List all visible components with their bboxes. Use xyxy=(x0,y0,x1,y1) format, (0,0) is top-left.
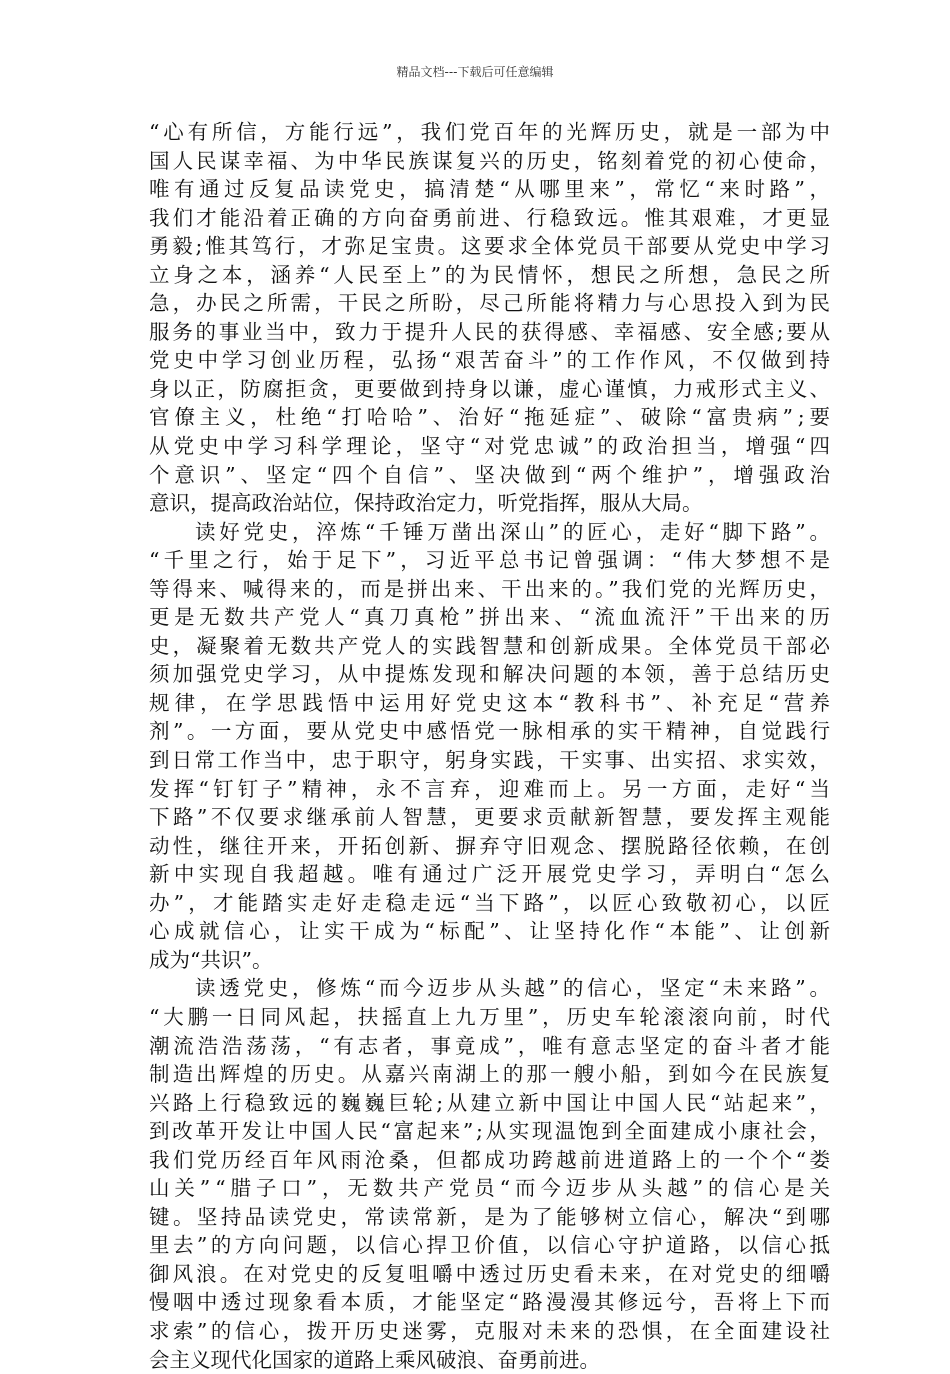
text-line: 读透党史，修炼“而今迈步从头越”的信心，坚定“未来路”。 xyxy=(195,976,834,1001)
text-line: 勇毅;惟其笃行，才弥足宝贵。这要求全体党员干部要从党史中学习 xyxy=(149,234,833,259)
text-line: 须加强党史学习，从中提炼发现和解决问题的本领，善于总结历史 xyxy=(149,662,834,687)
text-line: 唯有通过反复品读党史，搞清楚“从哪里来”，常忆“来时路”， xyxy=(149,177,835,202)
text-line: 立身之本，涵养“人民至上”的为民情怀，想民之所想，急民之所 xyxy=(149,262,834,287)
page-header: 精品文档---下载后可任意编辑 xyxy=(396,65,554,79)
text-line: 从党史中学习科学理论，坚守“对党忠诚”的政治担当，增强“四 xyxy=(149,434,835,459)
document-body xyxy=(149,118,836,1374)
text-line: 个意识”、坚定“四个自信”、坚决做到“两个维护”，增强政治 xyxy=(149,462,835,487)
text-line: 御风浪。在对党史的反复咀嚼中透过历史看未来，在对党史的细嚼 xyxy=(149,1261,834,1286)
text-line: 成为“共识”。 xyxy=(149,947,273,972)
text-line: 兴路上行稳致远的巍巍巨轮;从建立新中国让中国人民“站起来”， xyxy=(149,1090,834,1115)
text-line: 官僚主义，杜绝“打哈哈”、治好“拖延症”、破除“富贵病”;要 xyxy=(149,405,835,430)
text-line: 服务的事业当中，致力于提升人民的获得感、幸福感、安全感;要从 xyxy=(149,319,833,344)
text-line: 动性，继往开来，开拓创新、摒弃守旧观念、摆脱路径依赖，在创 xyxy=(149,833,834,858)
text-line: 求索”的信心，拨开历史迷雾，克服对未来的恐惧，在全面建设社 xyxy=(149,1318,834,1343)
paragraph-1 xyxy=(149,118,835,518)
text-line: 到日常工作当中，忠于职守，躬身实践，干实事、出实招、求实效， xyxy=(149,748,833,773)
paragraph-2 xyxy=(149,518,836,975)
text-line: 我们才能沿着正确的方向奋勇前进、行稳致远。惟其艰难，才更显 xyxy=(149,205,834,230)
text-line: “心有所信，方能行远”，我们党百年的光辉历史，就是一部为中 xyxy=(149,120,834,144)
text-line: 等得来、喊得来的，而是拼出来、干出来的。”我们党的光辉历史， xyxy=(149,576,833,601)
text-line: 急，办民之所需，干民之所盼，尽己所能将精力与心思投入到为民 xyxy=(149,291,834,316)
text-line: 山关”“腊子口”，无数共产党员“而今迈步从头越”的信心是关 xyxy=(149,1176,835,1201)
text-line: 会主义现代化国家的道路上乘风破浪、奋勇前进。 xyxy=(149,1347,600,1372)
text-line: 潮流浩浩荡荡，“有志者，事竟成”，唯有意志坚定的奋斗者才能 xyxy=(149,1033,834,1058)
text-line: 我们党历经百年风雨沧桑，但都成功跨越前进道路上的一个个“娄 xyxy=(149,1147,834,1172)
text-line: 规律，在学思践悟中运用好党史这本“教科书”、补充足“营养 xyxy=(149,690,836,715)
text-line: 发挥“钉钉子”精神，永不言弃，迎难而上。另一方面，走好“当 xyxy=(149,776,835,801)
text-line: 史，凝聚着无数共产党人的实践智慧和创新成果。全体党员干部必 xyxy=(149,633,834,658)
text-line: 心成就信心，让实干成为“标配”、让坚持化作“本能”、让创新 xyxy=(149,919,835,944)
text-line: 意识，提高政治站位，保持政治定力，听党指挥，服从大局。 xyxy=(149,491,703,516)
text-line: “千里之行，始于足下”，习近平总书记曾强调：“伟大梦想不是 xyxy=(149,548,835,573)
text-line: 新中实现自我超越。唯有通过广泛开展党史学习，弄明白“怎么 xyxy=(149,862,835,887)
text-line: 下路”不仅要求继承前人智慧，更要求贡献新智慧，要发挥主观能 xyxy=(149,805,834,830)
text-line: 制造出辉煌的历史。从嘉兴南湖上的那一艘小船，到如今在民族复 xyxy=(149,1062,834,1087)
paragraph-3 xyxy=(149,974,835,1374)
text-line: 更是无数共产党人“真刀真枪”拼出来、“流血流汗”干出来的历 xyxy=(149,605,835,630)
text-line: 读好党史，淬炼“千锤万凿出深山”的匠心，走好“脚下路”。 xyxy=(195,519,834,544)
text-line: 办”，才能踏实走好走稳走远“当下路”，以匠心致敬初心，以匠 xyxy=(149,890,835,915)
text-line: 剂”。一方面，要从党史中感悟党一脉相承的实干精神，自觉践行 xyxy=(149,719,834,744)
text-line: 里去”的方向问题，以信心捍卫价值，以信心守护道路，以信心抵 xyxy=(149,1233,834,1258)
text-line: 身以正，防腐拒贪，更要做到持身以谦，虚心谨慎，力戒形式主义、 xyxy=(149,376,833,401)
text-line: 键。坚持品读党史，常读常新，是为了能够树立信心，解决“到哪 xyxy=(149,1204,834,1229)
text-line: 慢咽中透过现象看本质，才能坚定“路漫漫其修远兮，吾将上下而 xyxy=(149,1290,834,1315)
text-line: 到改革开发让中国人民“富起来”;从实现温饱到全面建成小康社会， xyxy=(149,1119,833,1144)
text-line: 国人民谋幸福、为中华民族谋复兴的历史，铭刻着党的初心使命， xyxy=(149,148,834,173)
text-line: 党史中学习创业历程，弘扬“艰苦奋斗”的工作作风，不仅做到持 xyxy=(149,348,834,373)
text-line: “大鹏一日同风起，扶摇直上九万里”，历史车轮滚滚向前，时代 xyxy=(149,1004,834,1029)
